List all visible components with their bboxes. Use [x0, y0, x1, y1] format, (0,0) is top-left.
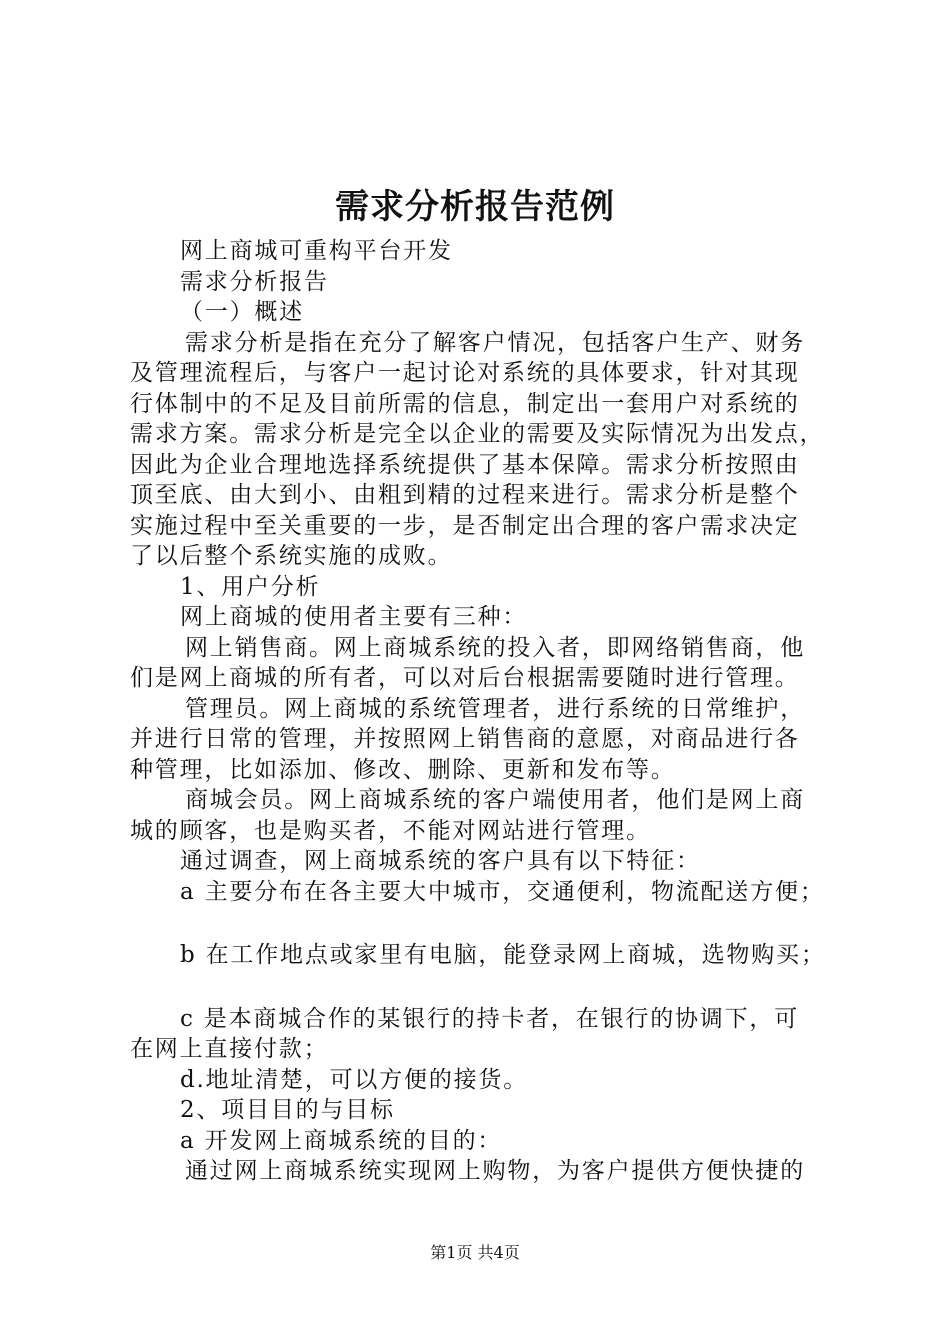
list-item: d.地址清楚，可以方便的接货。: [180, 1066, 529, 1093]
paragraph-line: 因此为企业合理地选择系统提供了基本保障。需求分析按照由: [130, 451, 800, 478]
section-heading: （一）概述: [180, 299, 304, 325]
paragraph-line: 管理员。网上商城的系统管理者，进行系统的日常维护，: [185, 695, 805, 722]
blank-line: [130, 971, 840, 1004]
paragraph-line: 通过调查，网上商城系统的客户具有以下特征：: [180, 848, 701, 874]
paragraph-line: 通过网上商城系统实现网上购物，为客户提供方便快捷的: [185, 1158, 805, 1184]
paragraph-line: 网上商城的使用者主要有三种：: [180, 604, 528, 630]
paragraph-line: 顶至底、由大到小、由粗到精的过程来进行。需求分析是整个: [130, 482, 800, 508]
paragraph-line: 网上销售商。网上商城系统的投入者，即网络销售商，他: [185, 634, 805, 661]
paragraph-line: 需求方案。需求分析是完全以企业的需要及实际情况为出发点，: [130, 421, 825, 447]
document-title: 需求分析报告范例: [335, 187, 615, 227]
paragraph-line: 行体制中的不足及目前所需的信息，制定出一套用户对系统的: [130, 390, 800, 417]
paragraph-line: 及管理流程后，与客户一起讨论对系统的具体要求，针对其现: [130, 360, 800, 386]
subtitle-line: 网上商城可重构平台开发: [180, 238, 453, 264]
section-heading: 2、项目目的与目标: [180, 1097, 395, 1123]
paragraph-line: 们是网上商城的所有者，可以对后台根据需要随时进行管理。: [130, 665, 800, 691]
subtitle-line: 需求分析报告: [180, 268, 329, 295]
paragraph-line: 商城会员。网上商城系统的客户端使用者，他们是网上商: [185, 787, 805, 813]
paragraph-line: 了以后整个系统实施的成败。: [130, 543, 453, 569]
paragraph-line: 城的顾客，也是购买者，不能对网站进行管理。: [130, 817, 651, 844]
blank-line: [130, 907, 840, 940]
list-item: a 开发网上商城系统的目的：: [180, 1127, 503, 1154]
paragraph-line: 需求分析是指在充分了解客户情况，包括客户生产、财务: [185, 329, 805, 356]
page-footer: 第1页 共4页: [430, 1243, 520, 1262]
paragraph-line: 种管理，比如添加、修改、删除、更新和发布等。: [130, 756, 676, 783]
list-item: b 在工作地点或家里有电脑，能登录网上商城，选物购买；: [180, 942, 826, 968]
paragraph-line: 并进行日常的管理，并按照网上销售商的意愿，对商品进行各: [130, 726, 800, 752]
list-item-continuation: 在网上直接付款；: [130, 1036, 329, 1062]
list-item: a 主要分布在各主要大中城市，交通便利，物流配送方便；: [180, 878, 825, 905]
document-body: [130, 236, 840, 1187]
list-item: c 是本商城合作的某银行的持卡者，在银行的协调下，可: [180, 1005, 799, 1032]
paragraph-line: 实施过程中至关重要的一步，是否制定出合理的客户需求决定: [130, 512, 800, 539]
section-heading: 1、用户分析: [180, 573, 321, 600]
